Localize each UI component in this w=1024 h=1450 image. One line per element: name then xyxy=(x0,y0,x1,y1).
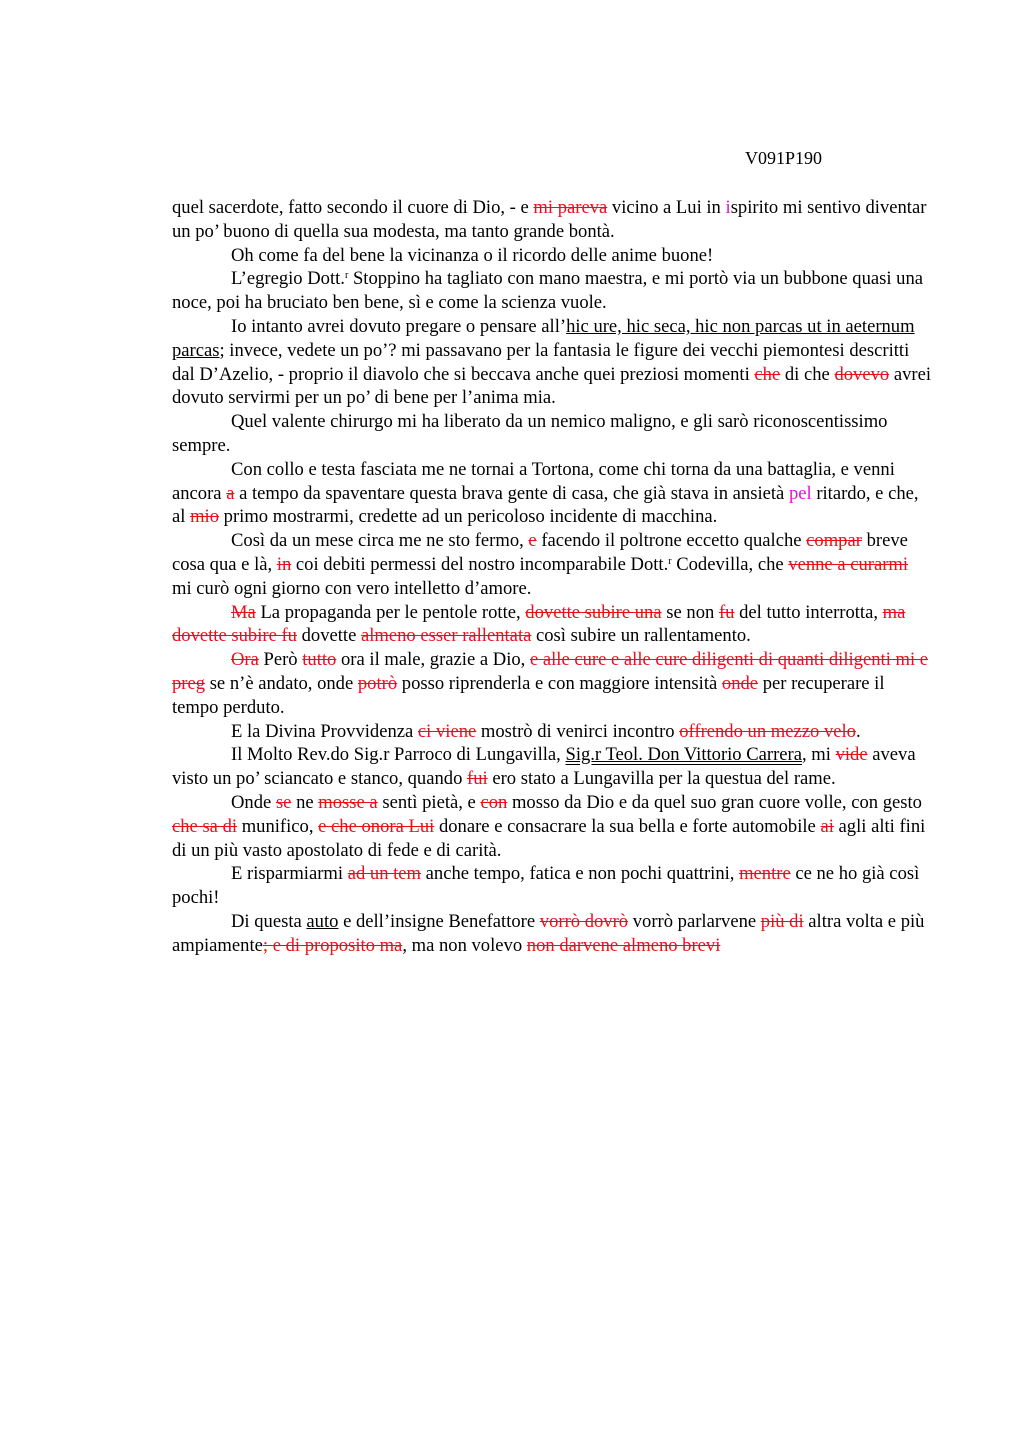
paragraph xyxy=(172,791,932,862)
text-run: E risparmiarmi xyxy=(231,863,348,885)
text-run: ero stato a Lungavilla per la questua del rame. xyxy=(487,768,836,790)
underlined-text: hic ure, hic seca, hic non parcas ut in aeternum parcas xyxy=(172,315,915,361)
text-run: altra volta e più ampiamente xyxy=(172,910,925,956)
deleted-text: ad un tem xyxy=(347,863,422,885)
deleted-text: ma dovette subire fu xyxy=(172,601,906,647)
text-run: Con collo e testa fasciata me ne tornai a Tortona, come chi torna da una battaglia, e venni ancora xyxy=(172,458,895,504)
text-run: . xyxy=(855,720,861,742)
text-run: E la Divina Provvidenza xyxy=(231,720,418,742)
paragraph xyxy=(172,410,932,458)
deleted-text: mentre xyxy=(739,863,791,885)
text-run: breve cosa qua e là, xyxy=(172,530,908,575)
deleted-text: offrendo un mezzo velo xyxy=(679,720,856,742)
deleted-text: Ma xyxy=(231,601,256,623)
text-run: ora il male, grazie a Dio, xyxy=(336,649,530,671)
text-run: ritardo, e che, al xyxy=(172,482,919,528)
text-run: L’egregio Dott. xyxy=(231,268,345,290)
deleted-text: vide xyxy=(835,744,868,766)
text-run: , mi xyxy=(802,744,836,766)
deleted-text: compar xyxy=(806,530,862,552)
inserted-text: pel xyxy=(788,482,812,504)
deleted-text: con xyxy=(480,791,508,813)
text-run: Così da un mese circa me ne sto fermo, xyxy=(231,530,529,552)
deleted-text: vorrò dovrò xyxy=(539,910,629,932)
paragraph xyxy=(172,315,932,410)
paragraph xyxy=(172,648,932,719)
deleted-text: se xyxy=(275,791,292,813)
superscript: r xyxy=(668,555,672,567)
text-run: avrei dovuto servirmi per un po’ di bene per l’anima mia. xyxy=(172,363,931,409)
deleted-text: e che onora Lui xyxy=(318,815,435,837)
paragraph xyxy=(172,910,932,958)
text-run: posso riprenderla e con maggiore intensità xyxy=(397,672,722,694)
text-run: agli alti fini di un più vasto apostolato di fede e di carità. xyxy=(172,815,926,861)
deleted-text: fui xyxy=(467,768,488,790)
text-run: vorrò parlarvene xyxy=(628,910,761,932)
deleted-text: mi pareva xyxy=(533,197,608,218)
deleted-text: fu xyxy=(718,601,735,623)
deleted-text: non darvene almeno brevi xyxy=(526,934,721,956)
text-run: aveva visto un po’ sciancato e stanco, quando xyxy=(172,744,916,790)
deleted-text: che xyxy=(754,363,781,385)
deleted-text: e alle cure e alle cure diligenti di quanti diligenti mi e preg xyxy=(172,649,929,694)
document-body xyxy=(172,196,932,958)
text-run: per recuperare il tempo perduto. xyxy=(172,672,885,718)
text-run: anche tempo, fatica e non pochi quattrini, xyxy=(421,863,740,885)
text-run: , ma non volevo xyxy=(402,934,527,956)
text-run: Stoppino ha tagliato con mano maestra, e mi portò via un bubbone quasi una noce, poi ha bruciato ben bene, sì e come la scienza vuole. xyxy=(172,268,924,314)
text-run: primo mostrarmi, credette ad un pericoloso incidente di macchina. xyxy=(219,506,718,528)
text-run: Di questa xyxy=(231,910,307,932)
text-run: coi debiti permessi del nostro incomparabile Dott. xyxy=(291,553,669,575)
deleted-text: e xyxy=(528,530,537,552)
text-run: La propaganda per le pentole rotte, xyxy=(255,601,526,623)
deleted-text: potrò xyxy=(357,672,398,694)
deleted-text: a xyxy=(226,482,235,504)
text-run: mi curò ogni giorno con vero intelletto d’amore. xyxy=(172,577,532,599)
deleted-text: dovette subire una xyxy=(525,601,662,623)
deleted-text: in xyxy=(276,553,292,575)
paragraph xyxy=(172,244,932,268)
deleted-text: Ora xyxy=(231,649,259,671)
text-run: facendo il poltrone eccetto qualche xyxy=(536,530,807,552)
text-run: ; invece, vedete un po’? mi passavano per la fantasia le figure dei vecchi piemontesi descritti dal D’Azelio, - proprio il diavolo che si beccava anche quei preziosi momenti xyxy=(172,339,910,385)
text-run: Oh come fa del bene la vicinanza o il ricordo delle anime buone! xyxy=(231,244,714,266)
paragraph xyxy=(172,743,932,791)
text-run: Codevilla, che xyxy=(671,553,789,575)
text-run: Io intanto avrei dovuto pregare o pensare all’ xyxy=(231,315,567,337)
deleted-text: che sa di xyxy=(172,815,238,837)
text-run: di che xyxy=(780,363,835,385)
paragraph xyxy=(172,720,932,744)
text-run: se non xyxy=(661,601,719,623)
paragraph xyxy=(172,267,932,315)
paragraph xyxy=(172,458,932,529)
deleted-text: ai xyxy=(820,815,834,837)
deleted-text: ci viene xyxy=(417,720,477,742)
underlined-text: auto xyxy=(306,910,339,932)
text-run: sentì pietà, e xyxy=(377,791,481,813)
text-run: se n’è andato, onde xyxy=(205,672,358,694)
text-run: mostrò di venirci incontro xyxy=(476,720,680,742)
deleted-text: mosse a xyxy=(318,791,378,813)
deleted-text: più di xyxy=(760,910,804,932)
text-run: Onde xyxy=(231,791,276,813)
inserted-text: i xyxy=(725,197,731,218)
deleted-text: venne a curarmi xyxy=(788,553,909,575)
text-run: a tempo da spaventare questa brava gente di casa, che già stava in ansietà xyxy=(234,482,789,504)
text-run: Quel valente chirurgo mi ha liberato da un nemico maligno, e gli sarò riconoscentissimo sempre. xyxy=(172,411,888,456)
superscript: r xyxy=(344,270,349,282)
deleted-text: mio xyxy=(190,506,220,528)
text-run: ce ne ho già così pochi! xyxy=(172,863,920,909)
page-identifier: V091P190 xyxy=(745,148,823,168)
text-run: munifico, xyxy=(237,815,319,837)
deleted-text: almeno esser rallentata xyxy=(361,625,532,647)
text-run: Il Molto Rev.do Sig.r Parroco di Lungavilla, xyxy=(231,744,566,766)
paragraph xyxy=(172,529,932,600)
text-run: del tutto interrotta, xyxy=(734,601,883,623)
deleted-text: onde xyxy=(721,672,759,694)
text-run: quel sacerdote, fatto secondo il cuore di Dio, - e xyxy=(172,197,534,218)
paragraph xyxy=(172,601,932,649)
text-run: vicino a Lui in xyxy=(607,197,726,218)
text-run: Però xyxy=(258,649,303,671)
text-run: ne xyxy=(291,791,319,813)
deleted-text: dovevo xyxy=(834,363,890,385)
text-run: donare e consacrare la sua bella e forte automobile xyxy=(434,815,821,837)
text-run: spirito mi sentivo diventar un po’ buono di quella sua modesta, ma tanto grande bontà. xyxy=(172,197,927,242)
text-run: così subire un rallentamento. xyxy=(531,625,751,647)
text-run: e dell’insigne Benefattore xyxy=(338,910,540,932)
deleted-text: ; e di proposito ma xyxy=(262,934,403,956)
double-underlined-text: Sig.r Teol. Don Vittorio Carrera xyxy=(565,744,802,766)
paragraph xyxy=(172,196,932,244)
deleted-text: tutto xyxy=(302,649,337,671)
text-run: mosso da Dio e da quel suo gran cuore volle, con gesto xyxy=(507,791,922,813)
text-run: dovette xyxy=(296,625,361,647)
paragraph xyxy=(172,862,932,910)
